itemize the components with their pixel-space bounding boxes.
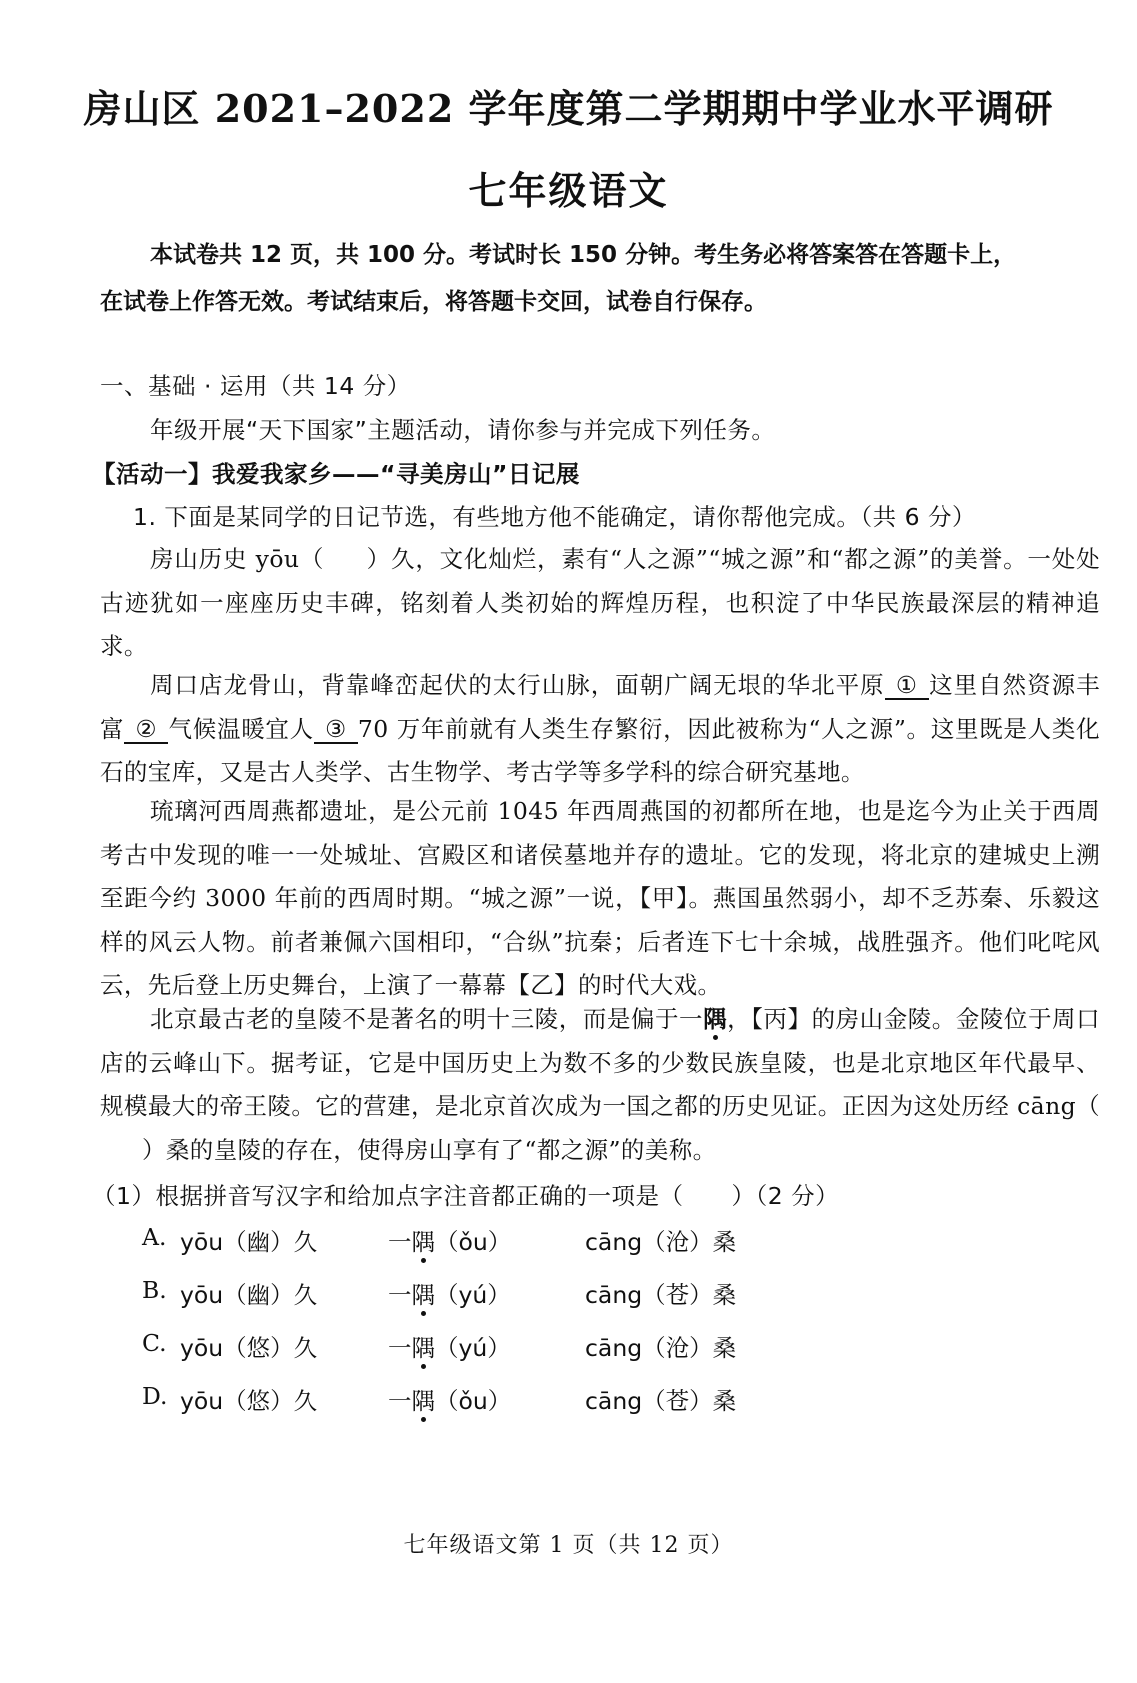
notice-line-1: 本试卷共 12 页，共 100 分。考试时长 150 分钟。考生务必将答案答在答题卡上， <box>150 242 1017 268</box>
notice-line-2: 在试卷上作答无效。考试结束后，将答题卡交回，试卷自行保存。 <box>100 289 767 315</box>
section-heading: 一、基础 · 运用（共 14 分） <box>100 372 411 400</box>
passage-text: 70 万年前就有人类生存繁衍，因此被称为“人之源”。这里既是人类化石的宝库，又是古人类学、古生物学、考古学等多学科的综合研究基地。 <box>100 714 1100 786</box>
option-pinyin-cang: cāng（苍）桑 <box>585 1281 737 1309</box>
passage-text: 。燕国虽然弱小，却不乏苏秦、乐毅这样的风云人物。前者兼佩六国相印，“合纵”抗秦；后者连下七十余城，战胜强齐。他们叱咤风云，先后登上历史舞台，上演了一幕幕 <box>100 884 1100 999</box>
option-text: （yú） <box>435 1281 511 1309</box>
option-text: （yú） <box>435 1334 511 1362</box>
dotted-character: 隅 <box>703 1005 728 1033</box>
option-pinyin-you: yōu（悠）久 <box>180 1334 318 1362</box>
passage-paragraph-3 <box>100 790 1100 1008</box>
option-yu <box>388 1382 511 1416</box>
option-letter: A. <box>142 1223 167 1251</box>
passage-text: ）桑的皇陵的存在，使得房山享有了“都之源”的美称。 <box>142 1135 717 1164</box>
option-text: 一 <box>388 1281 412 1309</box>
page-footer: 七年级语文第 1 页（共 12 页） <box>403 1533 734 1558</box>
passage-text: 琉璃河西周燕都遗址，是公元前 1045 年西周燕国的初都所在地，也是迄今为止关于西周考古中发现的唯一一处城址、宫殿区和诸侯墓地并存的遗址。它的发现，将北京的建城史上溯至距今约 3000 年前的西周时期。“城之源”一说， <box>100 797 1100 912</box>
exam-title: 房山区 2021–2022 学年度第二学期期中学业水平调研 <box>83 86 1054 131</box>
subquestion-1-stem: （1）根据拼音写汉字和给加点字注音都正确的一项是（ ）（2 分） <box>92 1182 840 1210</box>
dotted-character: 隅 <box>411 1387 435 1415</box>
passage-text: 北京最古老的皇陵不是著名的明十三陵，而是偏于一 <box>150 1005 704 1033</box>
option-text: 一 <box>388 1387 412 1415</box>
option-pinyin-you: yōu（幽）久 <box>180 1228 318 1256</box>
dotted-character: 隅 <box>411 1228 435 1256</box>
passage-text: 的房山金陵。金陵位于周口店的云峰山下。据考证，它是中国历史上为数不多的少数民族皇陵，也是北京地区年代最早、规模最大的帝王陵。它的营建，是北京首次成为一国之都的历史见证。正因为这处历经 cāng（ <box>100 1005 1100 1120</box>
blank-2: ② <box>124 716 168 744</box>
passage-text: ， <box>727 1005 752 1033</box>
passage-paragraph-4 <box>100 998 1100 1172</box>
option-pinyin-you: yōu（悠）久 <box>180 1387 318 1415</box>
option-yu <box>388 1223 511 1257</box>
option-pinyin-cang: cāng（沧）桑 <box>585 1334 737 1362</box>
blank-yi: 【乙】 <box>506 971 579 999</box>
option-letter: B. <box>142 1276 167 1304</box>
passage-text: 这里自然资源丰富 <box>100 671 1100 743</box>
section-intro: 年级开展“天下国家”主题活动，请你参与并完成下列任务。 <box>150 416 776 444</box>
passage-text: 房山历史 yōu（ <box>150 545 325 573</box>
option-yu <box>388 1329 511 1363</box>
option-letter: C. <box>142 1329 167 1357</box>
exam-notice <box>100 232 1100 326</box>
blank-1: ① <box>885 672 929 700</box>
option-text: 一 <box>388 1228 412 1256</box>
passage-text: 的时代大戏。 <box>578 971 722 999</box>
passage-text: ）久，文化灿烂，素有“人之源”“城之源”和“都之源”的美誉。一处处古迹犹如一座座历史丰碑，铭刻着人类初始的辉煌历程，也积淀了中华民族最深层的精神追求。 <box>100 545 1100 660</box>
exam-subtitle: 七年级语文 <box>468 168 669 213</box>
blank-3: ③ <box>314 716 358 744</box>
dotted-character: 隅 <box>411 1334 435 1362</box>
blank-bing: 【丙】 <box>751 1005 812 1033</box>
passage-paragraph-2 <box>100 664 1100 795</box>
option-pinyin-cang: cāng（苍）桑 <box>585 1387 737 1415</box>
option-text: （ǒu） <box>435 1387 512 1415</box>
option-pinyin-cang: cāng（沧）桑 <box>585 1228 737 1256</box>
blank-jia: 【甲】 <box>639 884 689 912</box>
passage-text: 周口店龙骨山，背靠峰峦起伏的太行山脉，面朝广阔无垠的华北平原 <box>150 671 885 699</box>
option-text: 一 <box>388 1334 412 1362</box>
activity-heading: 【活动一】我爱我家乡——“寻美房山”日记展 <box>92 460 580 488</box>
option-pinyin-you: yōu（幽）久 <box>180 1281 318 1309</box>
option-letter: D. <box>142 1382 168 1410</box>
option-yu <box>388 1276 511 1310</box>
dotted-character: 隅 <box>411 1281 435 1309</box>
passage-paragraph-1 <box>100 538 1100 669</box>
question-1-stem: 1. 下面是某同学的日记节选，有些地方他不能确定，请你帮他完成。（共 6 分） <box>133 503 977 531</box>
passage-text: 气候温暖宜人 <box>168 714 314 743</box>
option-text: （ǒu） <box>435 1228 512 1256</box>
